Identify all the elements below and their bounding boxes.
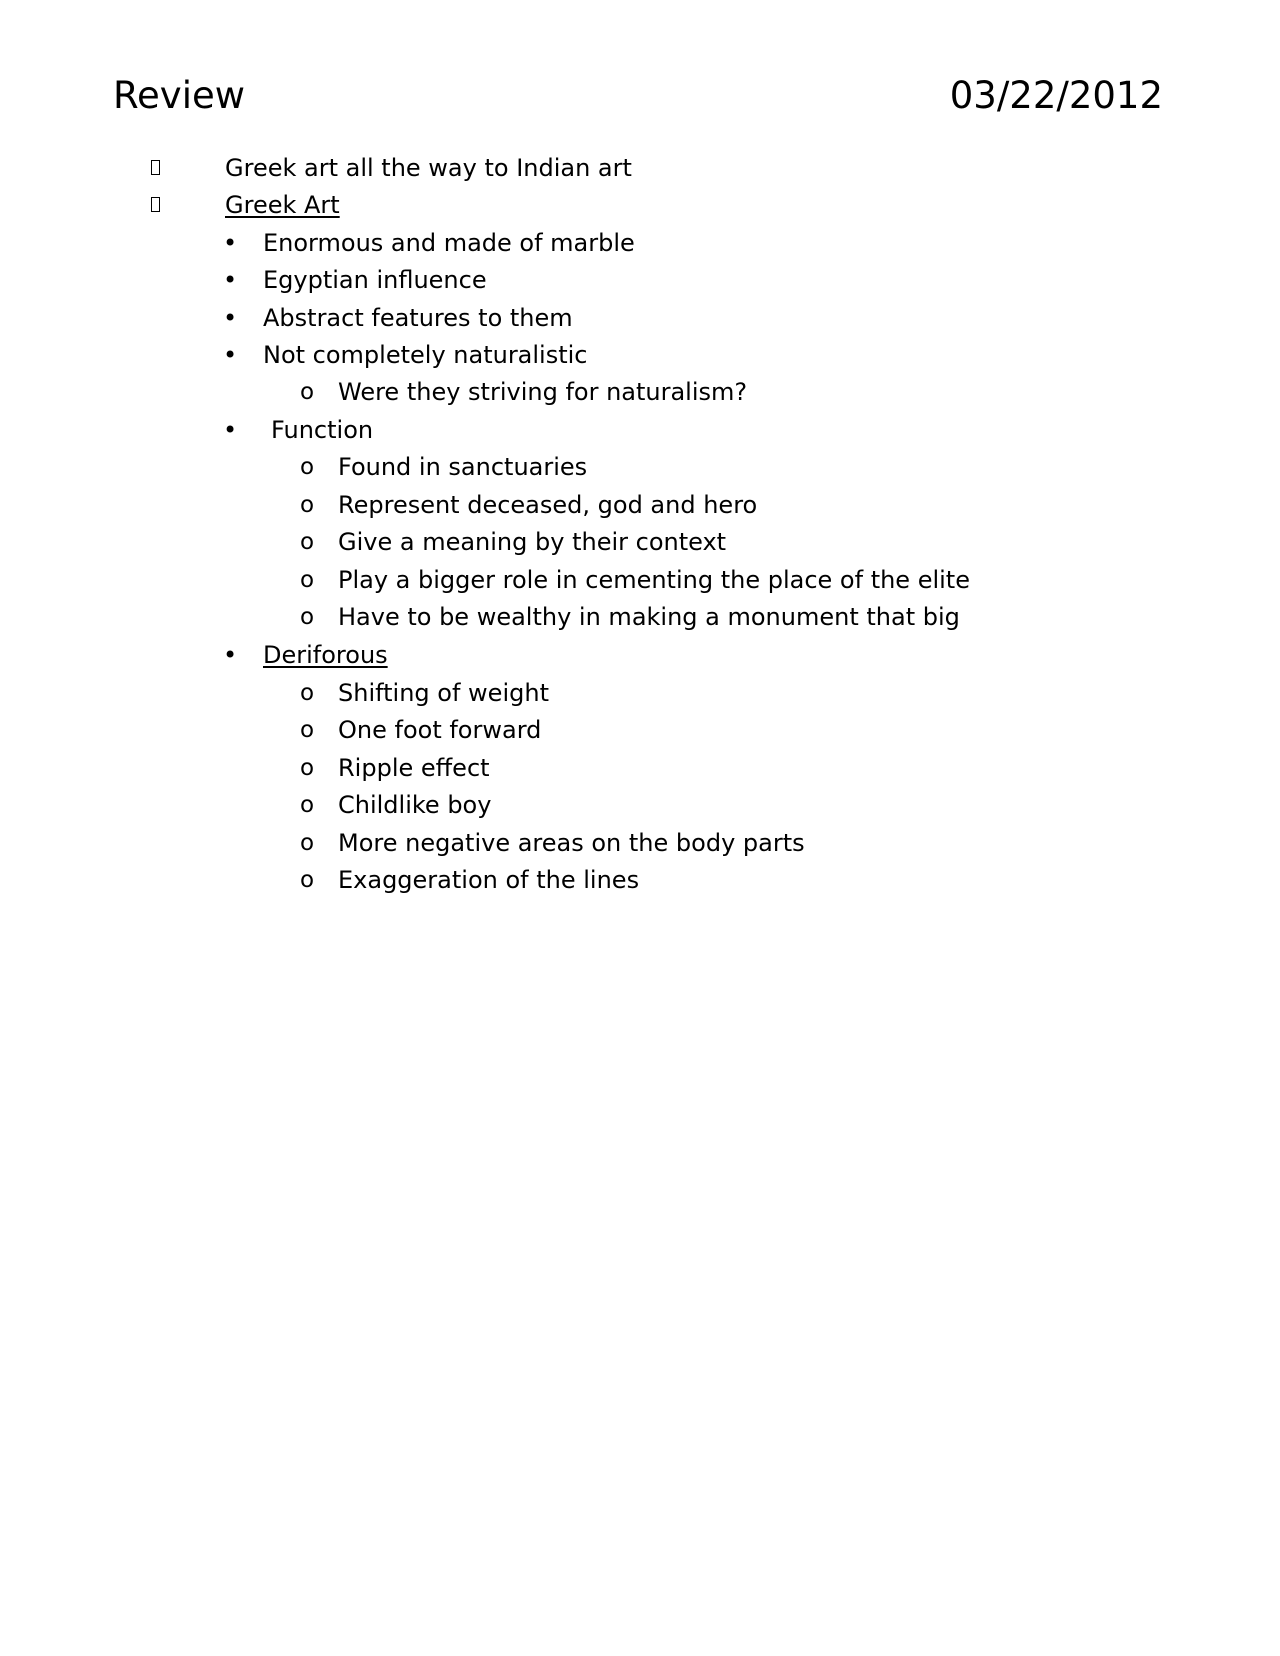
sub-bullet-text: Were they striving for naturalism? (338, 378, 748, 406)
bullet-text: Egyptian influence (263, 266, 487, 294)
box-marker-icon (151, 187, 161, 224)
sub-bullet-text: Represent deceased, god and hero (338, 491, 758, 519)
bullet-text: Abstract features to them (263, 304, 573, 332)
sub-bullet-text: Have to be wealthy in making a monument that big (338, 603, 960, 631)
bullet-text: Function (271, 416, 374, 444)
circle-bullet-icon: o (300, 792, 315, 818)
circle-bullet-icon: o (300, 529, 315, 555)
circle-bullet-icon: o (300, 567, 315, 593)
circle-bullet-icon: o (300, 830, 315, 856)
circle-bullet-icon: o (300, 680, 315, 706)
bullet-icon: • (223, 641, 238, 669)
sub-bullet-text: Play a bigger role in cementing the place of the elite (338, 566, 970, 594)
bullet-icon: • (223, 304, 238, 332)
sub-bullet-text: Childlike boy (338, 791, 492, 819)
sub-bullet-text: Exaggeration of the lines (338, 866, 640, 894)
sub-bullet-text: Ripple effect (338, 754, 490, 782)
circle-bullet-icon: o (300, 454, 315, 480)
circle-bullet-icon: o (300, 492, 315, 518)
circle-bullet-icon: o (300, 867, 315, 893)
page-title: Review (113, 74, 246, 117)
sub-bullet-text: Found in sanctuaries (338, 453, 588, 481)
bullet-text: Enormous and made of marble (263, 229, 635, 257)
sub-bullet-text: One foot forward (338, 716, 542, 744)
bullet-icon: • (223, 229, 238, 257)
bullet-text: Deriforous (263, 641, 388, 669)
box-marker-icon (151, 150, 161, 187)
sub-bullet-text: Shifting of weight (338, 679, 549, 707)
circle-bullet-icon: o (300, 604, 315, 630)
bullet-icon: • (223, 266, 238, 294)
sub-bullet-text: More negative areas on the body parts (338, 829, 805, 857)
outline-item-text: Greek Art (225, 191, 340, 219)
circle-bullet-icon: o (300, 755, 315, 781)
circle-bullet-icon: o (300, 717, 315, 743)
page-date: 03/22/2012 (949, 74, 1163, 117)
bullet-icon: • (223, 341, 238, 369)
circle-bullet-icon: o (300, 379, 315, 405)
sub-bullet-text: Give a meaning by their context (338, 528, 727, 556)
bullet-text: Not completely naturalistic (263, 341, 588, 369)
outline-item-text: Greek art all the way to Indian art (225, 154, 632, 182)
bullet-icon: • (223, 416, 238, 444)
